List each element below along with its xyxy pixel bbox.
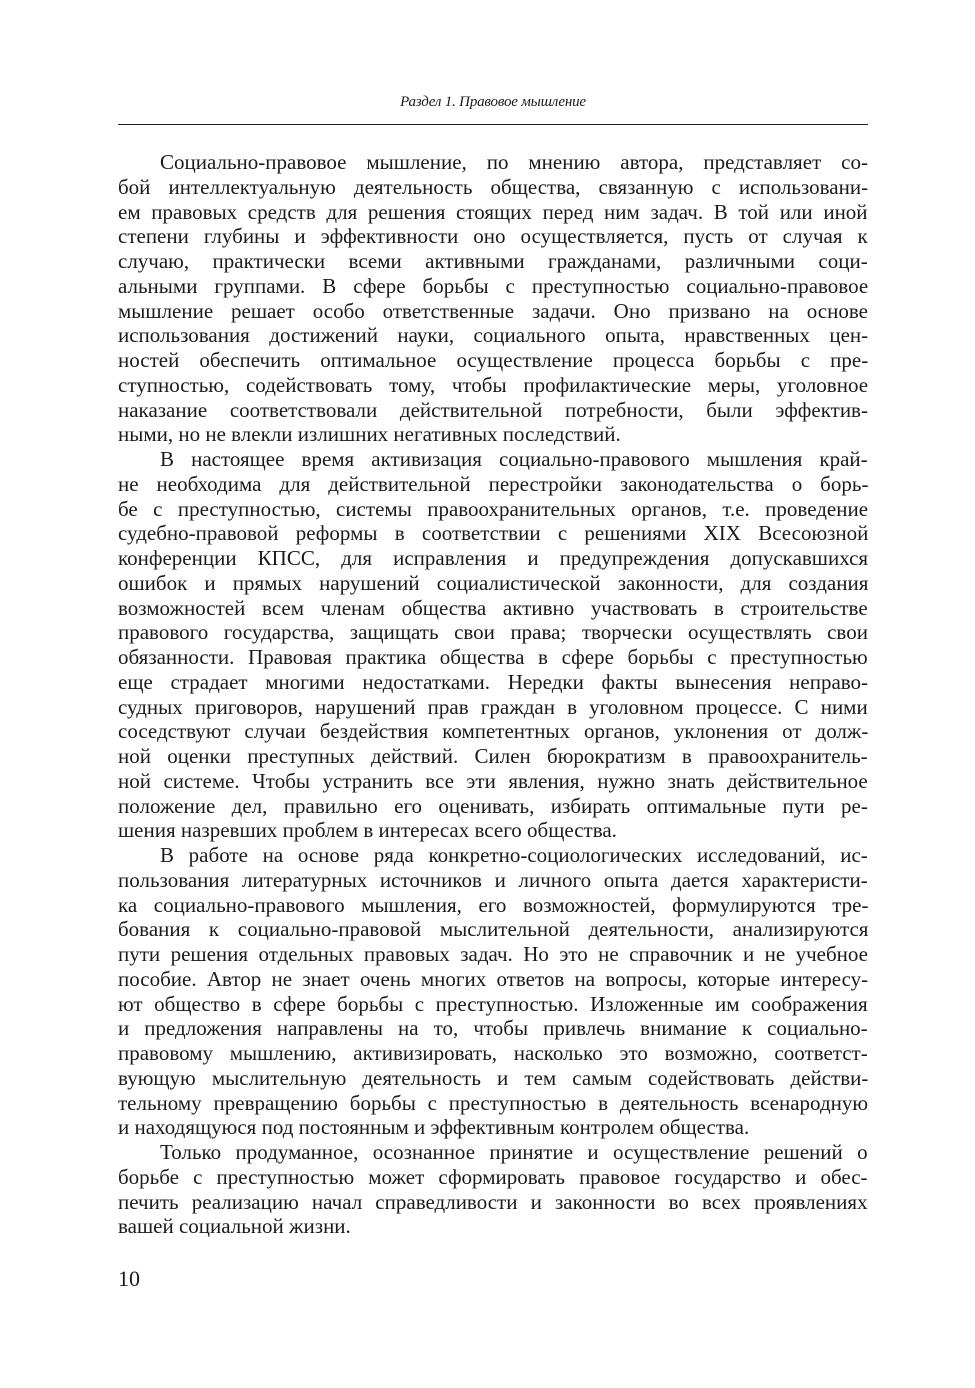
text-line: случаю, практически всеми активными гражданами, различными соци- xyxy=(118,249,868,273)
text-line: бой интеллектуальную деятельность общества, связанную с использовани- xyxy=(118,174,869,199)
body-text xyxy=(118,150,868,1239)
text-line: ной оценки преступных действий. Силен бюрократизм в правоохранитель- xyxy=(118,744,868,768)
text-line: ошибок и прямых нарушений социалистической законности, для создания xyxy=(118,570,869,595)
text-line: пособие. Автор не знает очень многих ответов на вопросы, которые интересу- xyxy=(118,966,869,991)
text-line: борьбе с преступностью может сформировать правовое государство и обес- xyxy=(118,1164,868,1189)
text-line: бе с преступностью, системы правоохранительных органов, т.е. проведение xyxy=(118,496,869,521)
text-line: ка социально-правового мышления, его возможностей, формулируются тре- xyxy=(118,892,869,917)
header-rule xyxy=(118,124,868,125)
text-line: обязанности. Правовая практика общества в сфере борьбы с преступностью xyxy=(118,645,868,669)
text-line: судебно-правовой реформы в соответствии с решениями XIX Всесоюзной xyxy=(118,521,869,546)
text-line: ступностью, содействовать тому, чтобы профилактические меры, уголовное xyxy=(118,372,869,397)
text-line: бования к социально-правовой мыслительной деятельности, анализируются xyxy=(118,917,869,942)
text-line: пользования литературных источников и личного опыта дается характеристи- xyxy=(118,867,868,892)
text-line: мышление решает особо ответственные задачи. Оно призвано на основе xyxy=(118,298,868,323)
text-line: печить реализацию начал справедливости и законности во всех проявлениях xyxy=(118,1189,868,1214)
text-line: и находящуюся под постоянным и эффективным контролем общества. xyxy=(118,1115,750,1140)
page-number: 10 xyxy=(118,1266,140,1291)
text-line: Только продуманное, осознанное принятие и осуществление решений о xyxy=(160,1140,868,1164)
paragraph xyxy=(118,447,868,843)
text-line: не необходима для действительной перестройки законодательства о борь- xyxy=(118,471,869,496)
text-line: положение дел, правильно его оценивать, избирать оптимальные пути ре- xyxy=(118,793,868,818)
text-line: тельному превращению борьбы с преступностью в деятельность всенародную xyxy=(118,1090,869,1115)
text-line: альными группами. В сфере борьбы с преступностью социально-правовое xyxy=(118,273,869,298)
text-line: конференции КПСС, для исправления и предупреждения допускавшихся xyxy=(118,546,869,570)
text-line: вашей социальной жизни. xyxy=(118,1214,351,1239)
text-line: правовому мышлению, активизировать, насколько это возможно, соответст- xyxy=(118,1041,868,1065)
text-line: использования достижений науки, социального опыта, нравственных цен- xyxy=(118,323,869,348)
text-line: ют общество в сфере борьбы с преступностью. Изложенные им соображения xyxy=(118,991,868,1016)
paragraph xyxy=(118,150,868,447)
text-line: вующую мыслительную деятельность и тем самым содействовать действи- xyxy=(118,1065,869,1090)
text-line: еще страдает многими недостатками. Нередки факты вынесения неправо- xyxy=(118,669,869,694)
text-line: В настоящее время активизация социально-правового мышления край- xyxy=(160,447,868,471)
text-line: наказание соответствовали действительной потребности, были эффектив- xyxy=(118,397,868,422)
text-line: ем правовых средств для решения стоящих перед ним задач. В той или иной xyxy=(118,199,868,224)
text-line: и предложения направлены на то, чтобы привлечь внимание к социально- xyxy=(118,1016,868,1041)
text-line: ными, но не влекли излишних негативных последствий. xyxy=(118,422,621,447)
text-line: возможностей всем членам общества активно участвовать в строительстве xyxy=(118,595,868,620)
text-line: ной системе. Чтобы устранить все эти явления, нужно знать действительное xyxy=(118,768,868,793)
paragraph xyxy=(118,843,868,1140)
text-line: степени глубины и эффективности оно осуществляется, пусть от случая к xyxy=(118,224,868,249)
running-head: Раздел 1. Правовое мышление xyxy=(400,94,586,110)
text-line: Социально-правовое мышление, по мнению автора, представляет со- xyxy=(160,150,868,174)
text-line: судных приговоров, нарушений прав граждан в уголовном процессе. С ними xyxy=(118,694,868,719)
text-line: В работе на основе ряда конкретно-социологических исследований, ис- xyxy=(160,843,868,867)
text-line: шения назревших проблем в интересах всего общества. xyxy=(118,818,617,843)
text-line: пути решения отдельных правовых задач. Но это не справочник и не учебное xyxy=(118,942,868,966)
paragraph xyxy=(118,1140,868,1239)
text-line: правового государства, защищать свои права; творчески осуществлять свои xyxy=(118,620,868,645)
text-line: ностей обеспечить оптимальное осуществление процесса борьбы с пре- xyxy=(118,348,869,372)
text-line: соседствуют случаи бездействия компетентных органов, уклонения от долж- xyxy=(118,719,869,744)
